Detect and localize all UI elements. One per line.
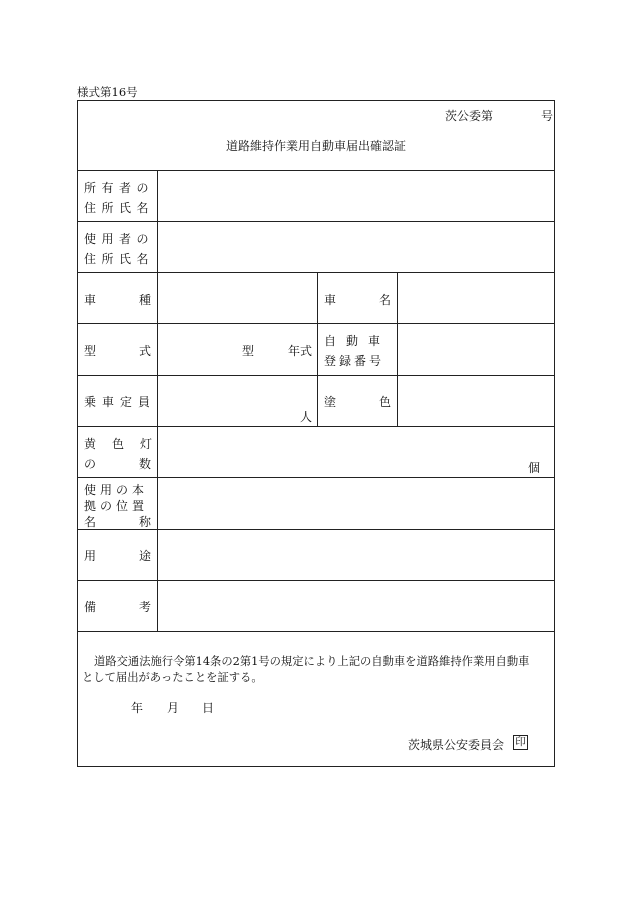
date-month-label: 月: [167, 701, 180, 715]
row-divider: [78, 170, 554, 171]
remarks-char-1: 備: [84, 600, 97, 614]
owner-label-line2: 住所氏名: [84, 201, 155, 215]
issuer-name: 茨城県公安委員会: [408, 738, 505, 752]
form-number: 様式第16号: [77, 85, 138, 99]
row-divider: [78, 221, 554, 222]
user-label-line1: 使用者の: [84, 232, 155, 246]
remarks-label: [84, 598, 151, 615]
column-divider: [317, 272, 318, 426]
document-title: 道路維持作業用自動車届出確認証: [225, 139, 406, 153]
row-divider: [78, 323, 554, 324]
base-location-char-2: 称: [138, 515, 151, 529]
vehicle-name-char-1: 車: [324, 293, 337, 307]
registration-label-line1: 自動車: [324, 334, 391, 348]
row-divider: [78, 477, 554, 478]
model-year-label-a: 型: [242, 344, 255, 358]
label-column-divider: [157, 170, 158, 631]
doc-number-suffix: 号: [541, 109, 554, 123]
model-char-1: 型: [84, 344, 97, 358]
base-location-label-line1: 使用の本: [84, 483, 149, 497]
certification-line2: として届出があったことを証する。: [82, 671, 263, 684]
row-divider: [78, 272, 554, 273]
row-divider: [78, 580, 554, 581]
row-divider: [78, 426, 554, 427]
paint-color-char-1: 塗: [324, 395, 337, 409]
model-label: [84, 342, 151, 359]
column-divider: [397, 272, 398, 426]
certificate-form: [77, 100, 555, 767]
lamps-unit: 個: [528, 461, 541, 475]
vehicle-type-label: [84, 291, 151, 308]
purpose-label: [84, 547, 151, 564]
paint-color-char-2: 色: [378, 395, 391, 409]
yellow-lamps-label-line1: 黄色灯: [84, 437, 169, 451]
date-year-label: 年: [131, 701, 144, 715]
user-label-line2: 住所氏名: [84, 252, 155, 266]
purpose-char-1: 用: [84, 549, 97, 563]
date-day-label: 日: [202, 701, 215, 715]
yellow-lamps-char-2: 数: [138, 457, 151, 471]
seal-mark: 印: [513, 735, 528, 750]
row-divider: [78, 631, 554, 632]
vehicle-type-char-1: 車: [84, 293, 97, 307]
base-location-label-line2: 拠の位置: [84, 499, 149, 513]
vehicle-name-char-2: 名: [378, 293, 391, 307]
registration-label-line2: 登録番号: [324, 354, 385, 368]
capacity-unit: 人: [300, 410, 313, 424]
remarks-char-2: 考: [138, 600, 151, 614]
purpose-char-2: 途: [138, 549, 151, 563]
row-divider: [78, 375, 554, 376]
doc-number-prefix: 茨公委第: [445, 109, 494, 123]
vehicle-name-label: [324, 291, 391, 308]
capacity-label: 乗車定員: [84, 395, 157, 409]
base-location-char-1: 名: [84, 515, 97, 529]
model-char-2: 式: [138, 344, 151, 358]
yellow-lamps-char-1: の: [84, 457, 97, 471]
base-location-label-line3: [84, 513, 151, 530]
model-year-label-b: 年式: [288, 344, 313, 358]
certification-line1: 道路交通法施行令第14条の2第1号の規定により上記の自動車を道路維持作業用自動車: [94, 655, 530, 668]
vehicle-type-char-2: 種: [138, 293, 151, 307]
paint-color-label: [324, 393, 391, 410]
owner-label-line1: 所有者の: [84, 181, 155, 195]
yellow-lamps-label-line2: [84, 455, 151, 472]
